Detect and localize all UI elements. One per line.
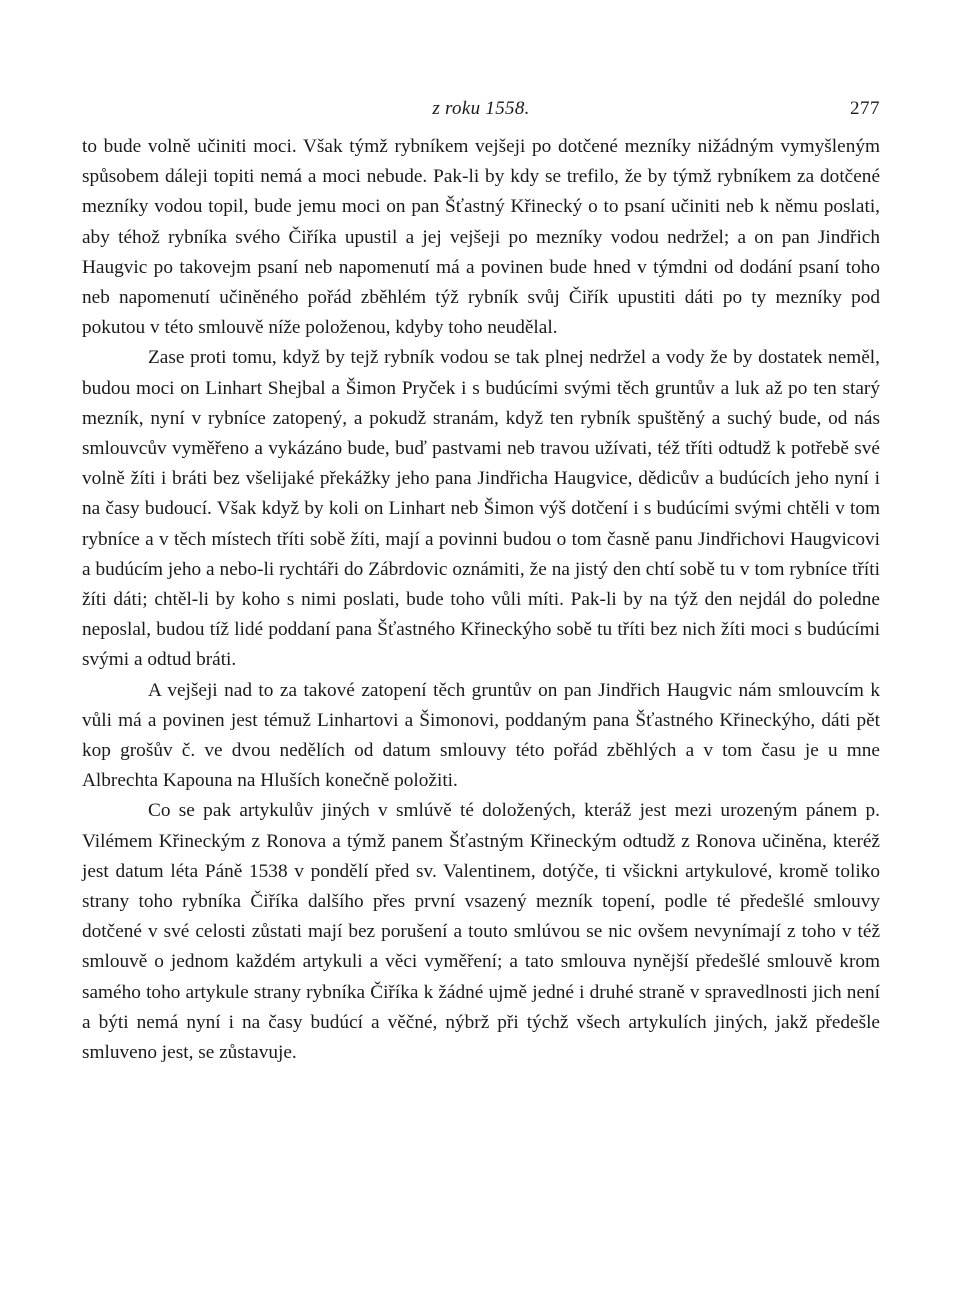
paragraph-4: Co se pak artykulův jiných v smlúvě té doložených, kteráž jest mezi urozeným pánem p. Vilémem Křineckým z Ronova a týmž panem Šťastným Křineckým odtudž z Ronova učiněna, kteréž jest datum léta Páně 1538 v pondělí před sv. Valentinem, dotýče, ti všickni artykulové, kromě toliko strany toho rybníka Čiříka dalšího přes první vsazený mezník topení, podle té předešlé smlouvy dotčené v své celosti zůstati mají bez porušení a touto smlúvou se nic ovšem nevynímají z toho v též smlouvě o jednom každém artykuli a věci vyměření; a tato smlouva nynější předešlé smlouvě krom samého toho artykule strany rybníka Čiříka k žádné ujmě jedné i druhé straně v spravedlnosti jich není a býti nemá nyní i na časy budúcí a věčné, nýbrž při týchž všech artykulích jiných, jakž předešle smluveno jest, se zůstavuje. bbox=[82, 800, 880, 1064]
paragraph-1: to bude volně učiniti moci. Však týmž rybníkem vejšeji po dotčené mezníky nižádným vymyšleným spůsobem dáleji topiti nemá a moci nebude. Pak-li by kdy se trefilo, že by týmž rybníkem za dotčené mezníky vodou topil, bude jemu moci on pan Šťastný Křinecký o to psaní učiniti neb k němu poslati, aby téhož rybníka svého Čiříka upustil a jej vejšeji po mezníky vodou nedržel; a on pan Jindřich Haugvic po takovejm psaní neb napomenutí má a povinen bude hned v týmdni od dodání psaní toho neb napomenutí učiněného pořád zběhlém týž rybník svůj Čiřík upustiti dáti po ty mezníky pod pokutou v této smlouvě níže položenou, kdyby toho neudělal. bbox=[82, 136, 880, 339]
page-number: 277 bbox=[850, 98, 880, 119]
running-head bbox=[82, 98, 880, 132]
body-text bbox=[82, 132, 880, 1068]
running-title: z roku 1558. bbox=[432, 98, 530, 119]
paragraph-2: Zase proti tomu, když by tejž rybník vodou se tak plnej nedržel a vody že by dostatek neměl, budou moci on Linhart Shejbal a Šimon Pryček i s budúcími svými těch gruntův a luk až po ten starý mezník, nyní v rybníce zatopený, a pokudž stranám, když ten rybník spuštěný a suchý bude, od nás smlouvcův vyměřeno a vykázáno bude, buď pastvami neb travou užívati, též tříti odtudž k potřebě své volně žíti i bráti bez všelijaké překážky jeho pana Jindřicha Haugvice, dědicův a budúcích jeho nyní i na časy budoucí. Však když by koli on Linhart neb Šimon výš dotčení i s budúcími svými chtěli v tom rybníce a v těch místech tříti sobě žíti, mají a povinni budou o tom časně panu Jindřichovi Haugvicovi a budúcím jeho a nebo-li rychtáři do Zábrdovic oznámiti, že na jistý den chtí sobě tu v tom rybníce tříti žíti dáti; chtěl-li by koho s nimi poslati, bude toho vůli míti. Pak-li by na týž den nejdál do poledne neposlal, budou tíž lidé poddaní pana Šťastného Křineckýho sobě tu tříti bez nich žíti moci s budúcími svými a odtud bráti. bbox=[82, 347, 880, 671]
paragraph-3: A vejšeji nad to za takové zatopení těch gruntův on pan Jindřich Haugvic nám smlouvcím k vůli má a povinen jest témuž Linhartovi a Šimonovi, poddaným pana Šťastného Křineckýho, dáti pět kop grošův č. ve dvou nedělích od datum smlouvy této pořád zběhlých a v tom času je u mne Albrechta Kapouna na Hluších konečně položiti. bbox=[82, 679, 880, 792]
book-page bbox=[82, 98, 880, 1068]
